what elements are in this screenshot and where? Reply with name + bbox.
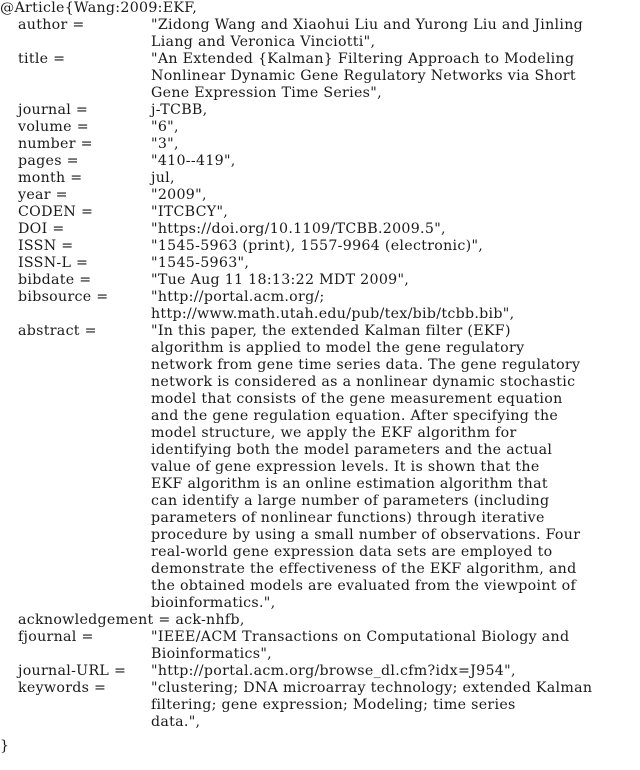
title-key: title = bbox=[18, 51, 66, 67]
bibsource-key: bibsource = bbox=[18, 289, 109, 305]
number-value: "3", bbox=[151, 136, 179, 152]
keywords-value-line: "clustering; DNA microarray technology; extended Kalman bbox=[151, 680, 593, 696]
fjournal-key: fjournal = bbox=[18, 629, 94, 645]
month-value: jul, bbox=[151, 170, 175, 186]
volume-key: volume = bbox=[18, 119, 89, 135]
volume-value: "6", bbox=[151, 119, 179, 135]
doi-key: DOI = bbox=[18, 221, 65, 237]
year-key: year = bbox=[18, 187, 68, 203]
abstract-line: procedure by using a small number of observations. Four bbox=[151, 527, 581, 543]
coden-key: CODEN = bbox=[18, 204, 94, 220]
issnl-key: ISSN-L = bbox=[18, 255, 89, 271]
author-key: author = bbox=[18, 17, 85, 33]
abstract-line: model structure, we apply the EKF algorithm for bbox=[151, 425, 517, 441]
abstract-line: model that consists of the gene measurement equation bbox=[151, 391, 563, 407]
fjournal-value-line: "IEEE/ACM Transactions on Computational Biology and bbox=[151, 629, 570, 645]
abstract-line: real-world gene expression data sets are employed to bbox=[151, 544, 553, 560]
author-value-line: "Zidong Wang and Xiaohui Liu and Yurong Liu and Jinling bbox=[151, 17, 584, 33]
bibsource-value-line: http://www.math.utah.edu/pub/tex/bib/tcbb.bib", bbox=[151, 306, 515, 322]
abstract-line: parameters of nonlinear functions) through iterative bbox=[151, 510, 545, 526]
coden-value: "ITCBCY", bbox=[151, 204, 229, 220]
abstract-key: abstract = bbox=[18, 323, 97, 339]
keywords-key: keywords = bbox=[18, 680, 107, 696]
title-value-line: "An Extended {Kalman} Filtering Approach to Modeling bbox=[151, 51, 575, 67]
title-value-line: Nonlinear Dynamic Gene Regulatory Networks via Short bbox=[151, 68, 576, 84]
abstract-line: can identify a large number of parameters (including bbox=[151, 493, 550, 509]
issn-key: ISSN = bbox=[18, 238, 74, 254]
title-value-line: Gene Expression Time Series", bbox=[151, 85, 382, 101]
journal-value: j-TCBB, bbox=[151, 102, 208, 118]
abstract-line: network is considered as a nonlinear dynamic stochastic bbox=[151, 374, 576, 390]
pages-value: "410--419", bbox=[151, 153, 236, 169]
year-value: "2009", bbox=[151, 187, 207, 203]
bibsource-value-line: "http://portal.acm.org/; bbox=[151, 289, 325, 305]
journal-key: journal = bbox=[18, 102, 89, 118]
keywords-value-line: filtering; gene expression; Modeling; time series bbox=[151, 697, 516, 713]
abstract-line: demonstrate the effectiveness of the EKF algorithm, and bbox=[151, 561, 577, 577]
abstract-line: bioinformatics.", bbox=[151, 595, 276, 611]
bibdate-key: bibdate = bbox=[18, 272, 92, 288]
keywords-value-line: data.", bbox=[151, 714, 201, 730]
journal-url-key: journal-URL = bbox=[18, 663, 127, 679]
doi-value: "https://doi.org/10.1109/TCBB.2009.5", bbox=[151, 221, 446, 237]
author-value-line: Liang and Veronica Vinciotti", bbox=[151, 34, 376, 50]
issn-value: "1545-5963 (print), 1557-9964 (electronic)", bbox=[151, 238, 484, 254]
abstract-line: algorithm is applied to model the gene regulatory bbox=[151, 340, 525, 356]
journal-url-value: "http://portal.acm.org/browse_dl.cfm?idx=J954", bbox=[151, 663, 516, 679]
number-key: number = bbox=[18, 136, 93, 152]
abstract-line: EKF algorithm is an online estimation algorithm that bbox=[151, 476, 548, 492]
fjournal-value-line: Bioinformatics", bbox=[151, 646, 272, 662]
acknowledgement-line: acknowledgement = ack-nhfb, bbox=[18, 612, 245, 628]
abstract-line: the obtained models are evaluated from the viewpoint of bbox=[151, 578, 577, 594]
bibdate-value: "Tue Aug 11 18:13:22 MDT 2009", bbox=[151, 272, 410, 288]
entry-header: @Article{Wang:2009:EKF, bbox=[0, 0, 198, 16]
abstract-line: network from gene time series data. The gene regulatory bbox=[151, 357, 581, 373]
abstract-line: value of gene expression levels. It is shown that the bbox=[151, 459, 540, 475]
abstract-line: and the gene regulation equation. After specifying the bbox=[151, 408, 559, 424]
entry-closing-brace: } bbox=[0, 738, 10, 754]
abstract-line: identifying both the model parameters and the actual bbox=[151, 442, 553, 458]
issnl-value: "1545-5963", bbox=[151, 255, 250, 271]
pages-key: pages = bbox=[18, 153, 79, 169]
abstract-line: "In this paper, the extended Kalman filter (EKF) bbox=[151, 323, 511, 339]
month-key: month = bbox=[18, 170, 83, 186]
